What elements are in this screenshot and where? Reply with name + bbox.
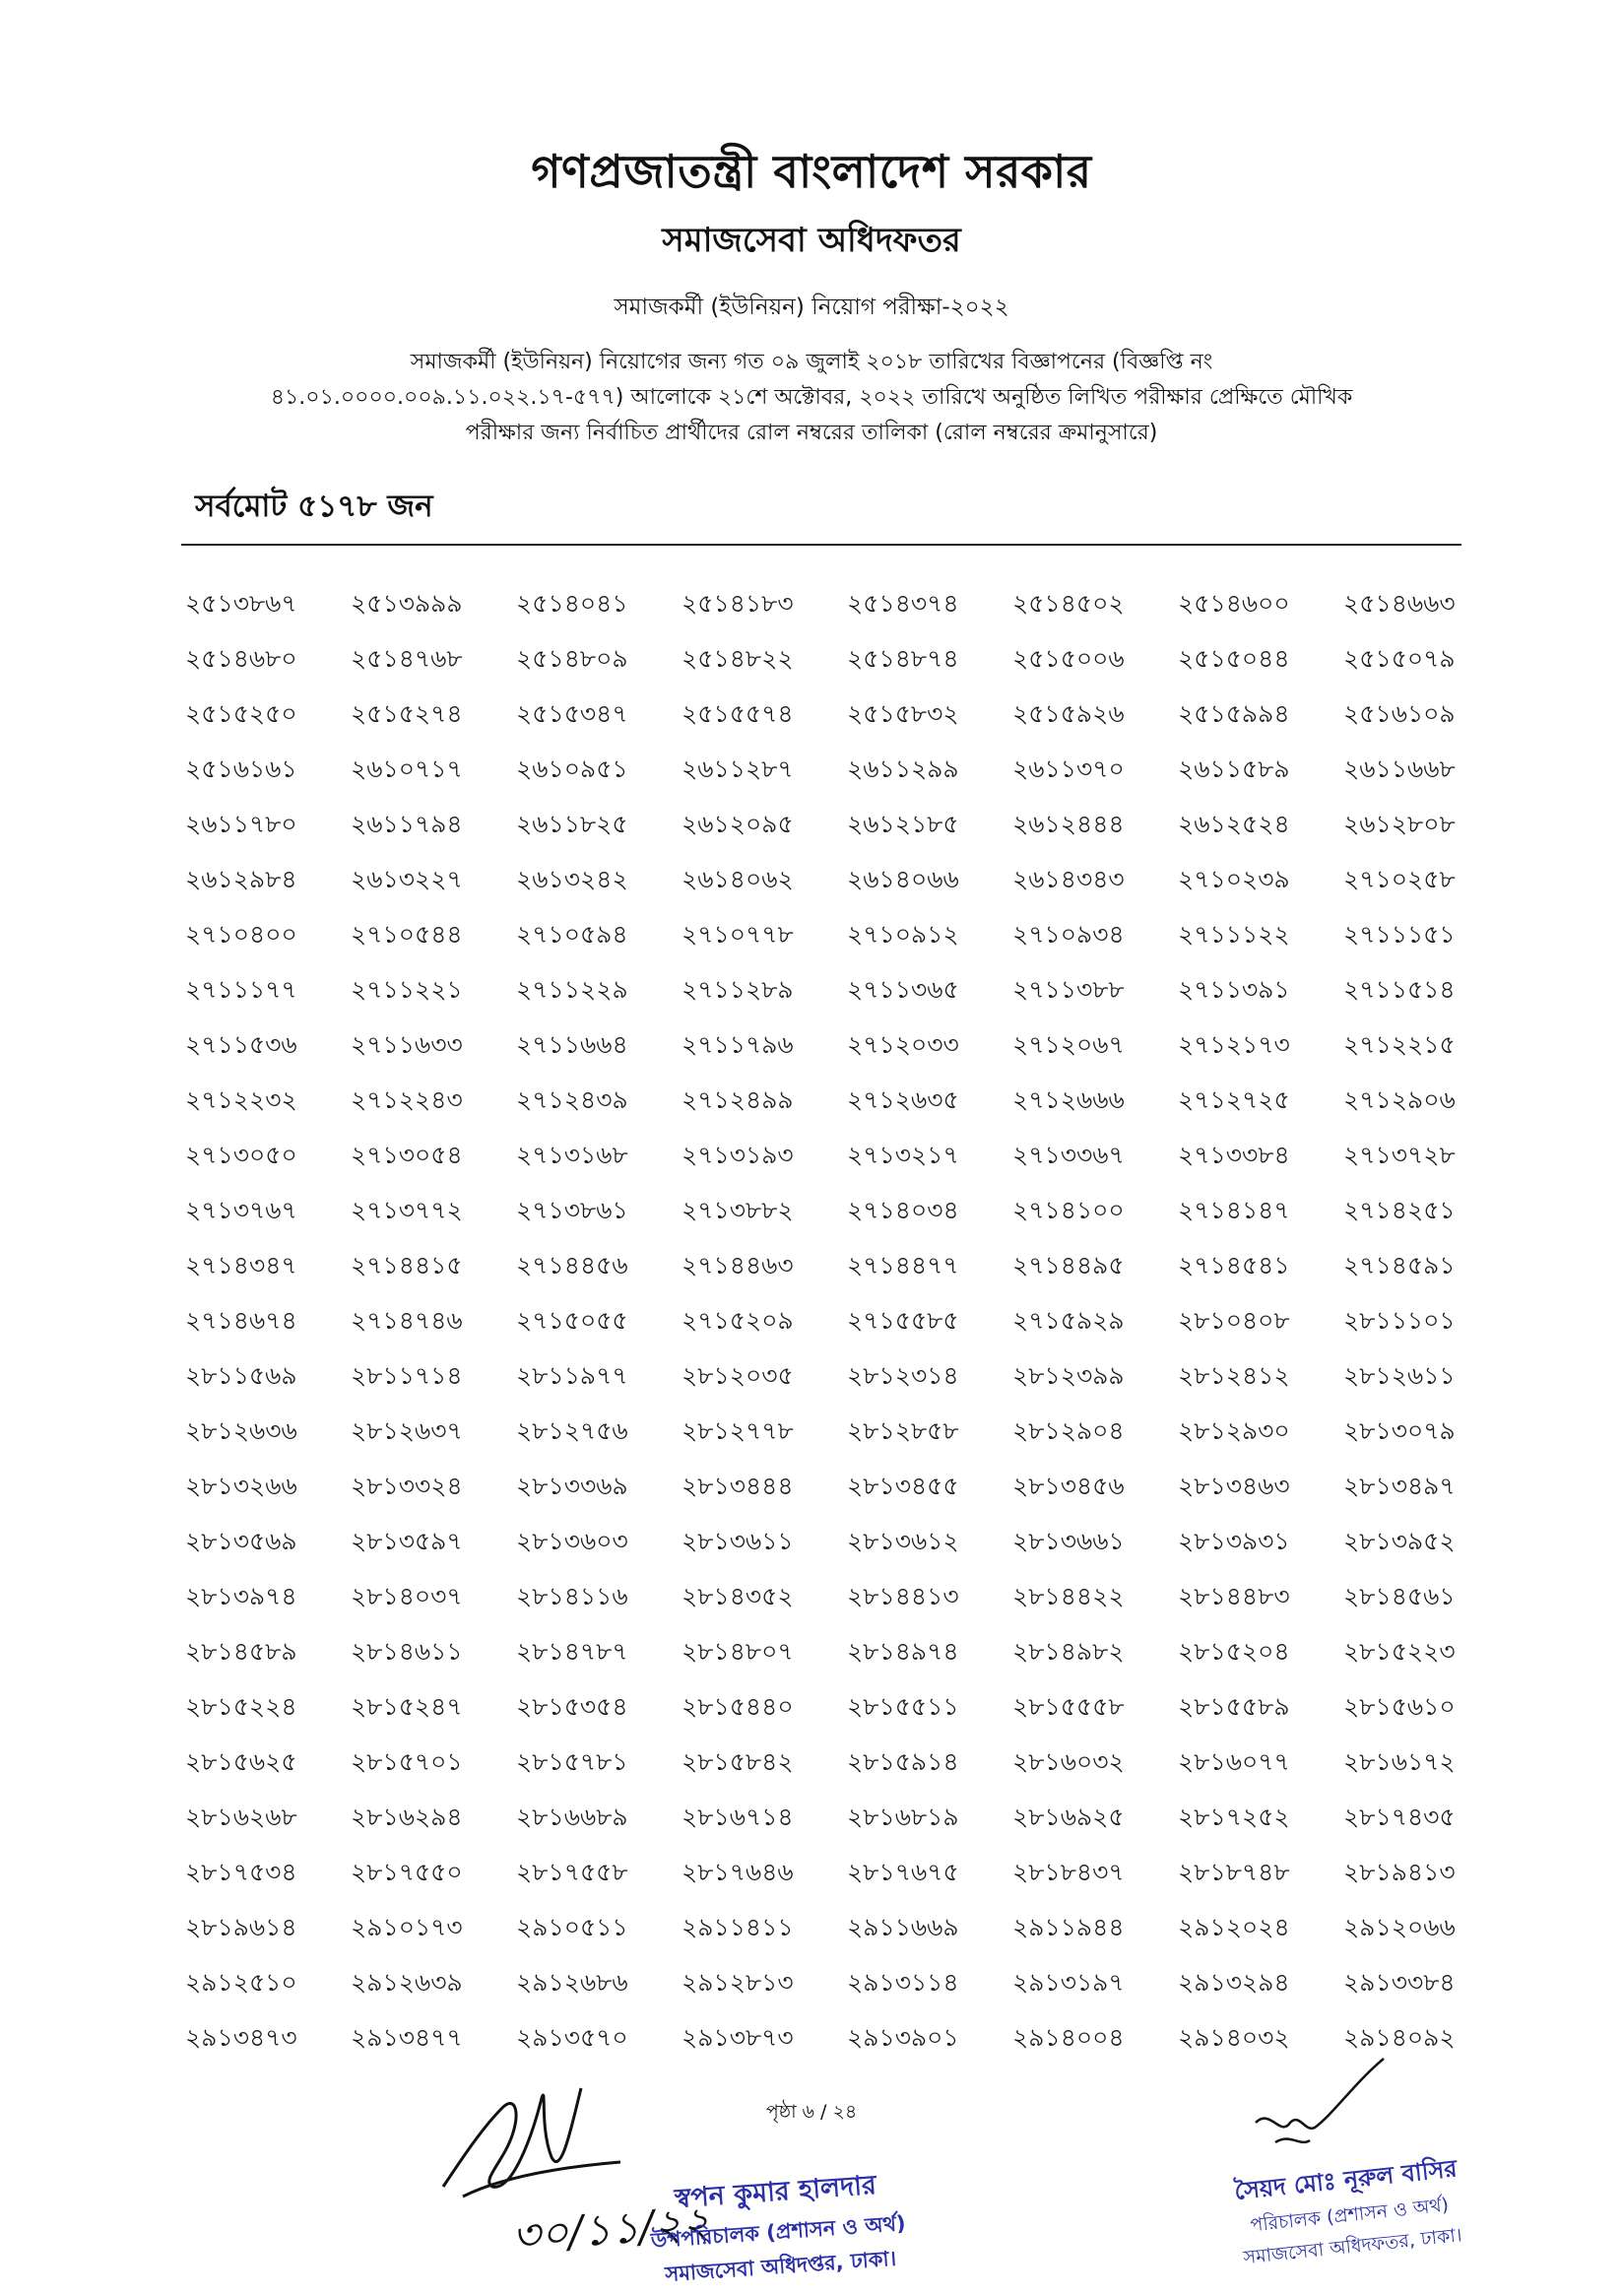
- roll-number: ২৭১১৫১৪: [1343, 975, 1456, 1004]
- roll-number: ২৮১৩০৭৯: [1343, 1416, 1456, 1445]
- roll-number: ২৮১৮৭৪৮: [1178, 1858, 1290, 1886]
- roll-number: ২৭১৩০৫০: [185, 1141, 297, 1169]
- roll-number: ২৭১১৬৩৩: [351, 1030, 463, 1059]
- roll-number: ২৯১৩৮৭৩: [682, 2023, 794, 2052]
- roll-number: ২৮১৩৫৯৭: [351, 1527, 463, 1555]
- roll-number: ২৮১৫৬১০: [1343, 1692, 1456, 1721]
- roll-number: ২৭১৫৯২৯: [1012, 1306, 1125, 1335]
- roll-number: ২৯১৪০৯২: [1343, 2023, 1456, 2052]
- roll-number: ২৮১৪৪২২: [1012, 1582, 1125, 1610]
- roll-number: ২৬১৪০৬৬: [847, 865, 959, 893]
- roll-number: ২৮১৫৫৮৯: [1178, 1692, 1290, 1721]
- right-official-designation: পরিচালক (প্রশাসন ও অর্থ): [1249, 2194, 1451, 2237]
- roll-number: ২৭১৩৭৭২: [351, 1196, 463, 1224]
- roll-number: ২৭১০২৫৮: [1343, 865, 1456, 893]
- roll-number: ২৬১৩২৪২: [516, 865, 628, 893]
- roll-number: ২৭১৪১০০: [1012, 1196, 1125, 1224]
- roll-number: ২৫১৪৬৬৩: [1343, 589, 1456, 618]
- roll-number: ২৮১৬২৬৮: [185, 1803, 297, 1831]
- roll-number: ২৭১২৬৩৫: [847, 1085, 959, 1114]
- roll-number: ২৮১৪৬১১: [351, 1637, 463, 1666]
- roll-number: ২৮১৯৪১৩: [1343, 1858, 1456, 1886]
- roll-number: ২৯১৩৩৮৪: [1343, 1968, 1456, 1997]
- roll-number: ২৭১৪১৪৭: [1178, 1196, 1290, 1224]
- roll-number: ২৭১২২৪৩: [351, 1085, 463, 1114]
- roll-number: ২৭১৩৭৬৭: [185, 1196, 297, 1224]
- roll-number: ২৮১৬০৭৭: [1178, 1747, 1290, 1776]
- roll-number: ২৮১২৬৩৬: [185, 1416, 297, 1445]
- roll-number-grid: [185, 576, 1485, 2066]
- roll-number: ২৮১৯৬১৪: [185, 1913, 297, 1941]
- roll-number: ২৭১৪২৫১: [1343, 1196, 1456, 1224]
- roll-number: ২৮১৬০৩২: [1012, 1747, 1125, 1776]
- roll-number: ২৭১১৫৩৬: [185, 1030, 297, 1059]
- roll-number: ২৮১২৯৩০: [1178, 1416, 1290, 1445]
- roll-number: ২৮১২৯০৪: [1012, 1416, 1125, 1445]
- roll-number: ২৮১৫২৪৭: [351, 1692, 463, 1721]
- roll-number: ২৮১৫৫১১: [847, 1692, 959, 1721]
- roll-number: ২৮১৬৮১৯: [847, 1803, 959, 1831]
- roll-number: ২৫১৪৮০৯: [516, 644, 628, 673]
- roll-number: ২৬১৪৩৪৩: [1012, 865, 1125, 893]
- roll-number: ২৭১৩৭২৮: [1343, 1141, 1456, 1169]
- roll-number: ২৮১৫৪৪০: [682, 1692, 794, 1721]
- left-official-stamp: [626, 2162, 929, 2296]
- roll-number: ২৮১৩৯৩১: [1178, 1527, 1290, 1555]
- left-official-name: স্বপন কুমার হালদার: [673, 2169, 877, 2215]
- roll-number: ২৭১১১২২: [1178, 920, 1290, 949]
- notice-line-3: পরীক্ষার জন্য নির্বাচিত প্রার্থীদের রোল নম্বরের তালিকা (রোল নম্বরের ক্রমানুসারে): [465, 421, 1158, 445]
- roll-number: ২৭১৪৫৪১: [1178, 1251, 1290, 1279]
- divider: [181, 544, 1461, 546]
- roll-number: ২৮১৭২৫২: [1178, 1803, 1290, 1831]
- right-official-stamp: [1197, 2147, 1501, 2280]
- roll-number: ২৭১১৩৯১: [1178, 975, 1290, 1004]
- roll-number: ২৫১৪১৮৩: [682, 589, 794, 618]
- roll-number: ২৬১২৪৪৪: [1012, 810, 1125, 838]
- roll-number: ২৭১৩১৯৩: [682, 1141, 794, 1169]
- roll-number: ২৮১২৬৩৭: [351, 1416, 463, 1445]
- roll-number: ২৯১২৮১৩: [682, 1968, 794, 1997]
- roll-number: ২৯১০১৭৩: [351, 1913, 463, 1941]
- roll-number: ২৭১৪০৩৪: [847, 1196, 959, 1224]
- roll-number: ২৮১৫৭৮১: [516, 1747, 628, 1776]
- roll-number: ২৭১২০৬৭: [1012, 1030, 1125, 1059]
- roll-number: ২৭১২৪৩৯: [516, 1085, 628, 1114]
- roll-number: ২৭১১১৭৭: [185, 975, 297, 1004]
- roll-number: ২৫১৪০৪১: [516, 589, 628, 618]
- roll-number: ২৯১৩১১৪: [847, 1968, 959, 1997]
- roll-number: ২৬১৩২২৭: [351, 865, 463, 893]
- roll-number: ২৬১১৮২৫: [516, 810, 628, 838]
- roll-number: ২৭১০৯৩৪: [1012, 920, 1125, 949]
- left-official-designation: উপপরিচালক (প্রশাসন ও অর্থ): [650, 2210, 907, 2254]
- roll-number: ২৮১২৩১৪: [847, 1361, 959, 1390]
- roll-number: ২৫১৫৯৯৪: [1178, 699, 1290, 728]
- roll-number: ২৫১৪৩৭৪: [847, 589, 959, 618]
- roll-number: ২৫১৪৭৬৮: [351, 644, 463, 673]
- roll-number: ২৮১৩৬০৩: [516, 1527, 628, 1555]
- roll-number: ২৭১২০৩৩: [847, 1030, 959, 1059]
- roll-number: ২৮১৩৯৭৪: [185, 1582, 297, 1610]
- notice-text: [177, 345, 1446, 451]
- roll-number: ২৫১৫৮৩২: [847, 699, 959, 728]
- roll-number: ২৮১২৭৭৮: [682, 1416, 794, 1445]
- roll-number: ২৮১৫৬২৫: [185, 1747, 297, 1776]
- roll-number: ২৮১২৩৯৯: [1012, 1361, 1125, 1390]
- roll-number: ২৭১১৩৬৫: [847, 975, 959, 1004]
- roll-number: ২৯১২০২৪: [1178, 1913, 1290, 1941]
- roll-number: ২৭১৪৬৭৪: [185, 1306, 297, 1335]
- roll-number: ২৮১৬৭১৪: [682, 1803, 794, 1831]
- roll-number: ২৬১৪০৬২: [682, 865, 794, 893]
- roll-number: ২৬১০৭১৭: [351, 754, 463, 783]
- left-official-office: সমাজসেবা অধিদপ্তর, ঢাকা।: [664, 2246, 897, 2287]
- roll-number: ২৮১৩৬৬১: [1012, 1527, 1125, 1555]
- total-count: সর্বমোট ৫১৭৮ জন: [195, 489, 433, 524]
- roll-number: ২৯১৩৪৭৭: [351, 2023, 463, 2052]
- roll-number: ২৭১১২২১: [351, 975, 463, 1004]
- roll-number: ২৫১৩৯৯৯: [351, 589, 463, 618]
- roll-number: ২৮১৬২৯৪: [351, 1803, 463, 1831]
- roll-number: ২৯১৩১৯৭: [1012, 1968, 1125, 1997]
- roll-number: ২৮১৪০৩৭: [351, 1582, 463, 1610]
- roll-number: ২৯১৩৫৭০: [516, 2023, 628, 2052]
- roll-number: ২৭১৪৪৬৩: [682, 1251, 794, 1279]
- roll-number: ২৮১৫২২৪: [185, 1692, 297, 1721]
- roll-number: ২৭১২৬৬৬: [1012, 1085, 1125, 1114]
- roll-number: ২৮১৭৫৩৪: [185, 1858, 297, 1886]
- roll-number: ২৬১২১৮৫: [847, 810, 959, 838]
- roll-number: ২৭১৪৪১৫: [351, 1251, 463, 1279]
- roll-number: ২৭১১২২৯: [516, 975, 628, 1004]
- left-signature-date: ৩০/১১/২২: [510, 2198, 712, 2262]
- roll-number: ২৮১৪১১৬: [516, 1582, 628, 1610]
- roll-number: ২৯১৪০০৪: [1012, 2023, 1125, 2052]
- roll-number: ২৫১৫২৭৪: [351, 699, 463, 728]
- roll-number: ২৮১৪৭৮৭: [516, 1637, 628, 1666]
- roll-number: ২৮১৩৬১১: [682, 1527, 794, 1555]
- roll-number: ২৬১২৮০৮: [1343, 810, 1456, 838]
- roll-number: ২৭১৪৪৭৭: [847, 1251, 959, 1279]
- roll-number: ২৬১১৫৮৯: [1178, 754, 1290, 783]
- roll-number: ২৭১৫২০৯: [682, 1306, 794, 1335]
- roll-number: ২৮১৩৫৬৯: [185, 1527, 297, 1555]
- roll-number: ২৫১৩৮৬৭: [185, 589, 297, 618]
- roll-number: ২৫১৫৫৭৪: [682, 699, 794, 728]
- roll-number: ২৭১৩৩৮৪: [1178, 1141, 1290, 1169]
- roll-number: ২৭১০৫৯৪: [516, 920, 628, 949]
- roll-number: ২৯১৩২৯৪: [1178, 1968, 1290, 1997]
- roll-number: ২৯১২৫১০: [185, 1968, 297, 1997]
- roll-number: ২৮১১৭১৪: [351, 1361, 463, 1390]
- roll-number: ২৭১০৪০০: [185, 920, 297, 949]
- roll-number: ২৭১১২৮৯: [682, 975, 794, 1004]
- roll-number: ২৮১৪৫৬১: [1343, 1582, 1456, 1610]
- roll-number: ২৮১৪৪৮৩: [1178, 1582, 1290, 1610]
- roll-number: ২৮১২৭৫৬: [516, 1416, 628, 1445]
- roll-number: ২৮১৩৬১২: [847, 1527, 959, 1555]
- roll-number: ২৯১৩৯০১: [847, 2023, 959, 2052]
- roll-number: ২৮১৪৯৭৪: [847, 1637, 959, 1666]
- roll-number: ২৭১৫০৫৫: [516, 1306, 628, 1335]
- roll-number: ২৮১৬১৭২: [1343, 1747, 1456, 1776]
- roll-number: ২৫১৫৯২৬: [1012, 699, 1125, 728]
- roll-number: ২৮১৩৩৬৯: [516, 1472, 628, 1500]
- roll-number: ২৮১৩২৬৬: [185, 1472, 297, 1500]
- roll-number: ২৫১৫৩৪৭: [516, 699, 628, 728]
- roll-number: ২৯১১৪১১: [682, 1913, 794, 1941]
- roll-number: ২৭১১৩৮৮: [1012, 975, 1125, 1004]
- roll-number: ২৭১৩০৫৪: [351, 1141, 463, 1169]
- roll-number: ২৯১৩৪৭৩: [185, 2023, 297, 2052]
- roll-number: ২৮১৫৩৫৪: [516, 1692, 628, 1721]
- roll-number: ২৮১৫৫৫৮: [1012, 1692, 1125, 1721]
- roll-number: ২৮১৪৯৮২: [1012, 1637, 1125, 1666]
- roll-number: ২৬১০৯৫১: [516, 754, 628, 783]
- roll-number: ২৮১৩৪৫৬: [1012, 1472, 1125, 1500]
- roll-number: ২৫১৪৮৭৪: [847, 644, 959, 673]
- left-signature: [423, 2068, 640, 2216]
- roll-number: ২৮১৩৪৯৭: [1343, 1472, 1456, 1500]
- roll-number: ২৭১০৭৭৮: [682, 920, 794, 949]
- roll-number: ২৮১১৫৬৯: [185, 1361, 297, 1390]
- government-title: গণপ্রজাতন্ত্রী বাংলাদেশ সরকার: [531, 145, 1092, 198]
- roll-number: ২৬১১২৮৭: [682, 754, 794, 783]
- roll-number: ২৮১২৪১২: [1178, 1361, 1290, 1390]
- roll-number: ২৫১৬১০৯: [1343, 699, 1456, 728]
- roll-number: ২৬১১৭৯৪: [351, 810, 463, 838]
- roll-number: ২৭১৪৪৫৬: [516, 1251, 628, 1279]
- roll-number: ২৭১৫৫৮৫: [847, 1306, 959, 1335]
- roll-number: ২৭১১৬৬৪: [516, 1030, 628, 1059]
- roll-number: ২৭১২৭২৫: [1178, 1085, 1290, 1114]
- roll-number: ২৮১০৪০৮: [1178, 1306, 1290, 1335]
- roll-number: ২৯১১৯৪৪: [1012, 1913, 1125, 1941]
- roll-number: ২৫১৫০৪৪: [1178, 644, 1290, 673]
- roll-number: ২৫১৬১৬১: [185, 754, 297, 783]
- roll-number: ২৬১১৭৮০: [185, 810, 297, 838]
- roll-number: ২৮১৪৩৫২: [682, 1582, 794, 1610]
- roll-number: ২৮১৪৫৮৯: [185, 1637, 297, 1666]
- roll-number: ২৮১২৬১১: [1343, 1361, 1456, 1390]
- roll-number: ২৫১৫০৭৯: [1343, 644, 1456, 673]
- roll-number: ২৮১৮৪৩৭: [1012, 1858, 1125, 1886]
- roll-number: ২৮১৭৫৫৮: [516, 1858, 628, 1886]
- roll-number: ২৬১২৯৮৪: [185, 865, 297, 893]
- notice-line-2: ৪১.০১.০০০০.০০৯.১১.০২২.১৭-৫৭৭) আলোকে ২১শে অক্টোবর, ২০২২ তারিখে অনুষ্ঠিত লিখিত পরীক্ষার প্রেক্ষিতে মৌখিক: [270, 385, 1353, 410]
- roll-number: ২৭১৩১৬৮: [516, 1141, 628, 1169]
- right-official-name: সৈয়দ মোঃ নূরুল বাসির: [1233, 2154, 1459, 2205]
- roll-number: ২৫১৪৬০০: [1178, 589, 1290, 618]
- roll-number: ২৭১৪৩৪৭: [185, 1251, 297, 1279]
- right-official-office: সমাজসেবা অধিদফতর, ঢাকা।: [1242, 2224, 1463, 2269]
- roll-number: ২৫১৪৫০২: [1012, 589, 1125, 618]
- roll-number: ২৭১২২৩২: [185, 1085, 297, 1114]
- roll-number: ২৭১৪৫৯১: [1343, 1251, 1456, 1279]
- roll-number: ২৮১৫৮৪২: [682, 1747, 794, 1776]
- roll-number: ২৬১২৫২৪: [1178, 810, 1290, 838]
- roll-number: ২৭১২৪৯৯: [682, 1085, 794, 1114]
- roll-number: ২৮১৩৩২৪: [351, 1472, 463, 1500]
- roll-number: ২৯১৪০৩২: [1178, 2023, 1290, 2052]
- roll-number: ২৮১৭৬৪৬: [682, 1858, 794, 1886]
- page-number: পৃষ্ঠা ৬ / ২৪: [765, 2101, 858, 2123]
- roll-number: ২৭১৪৪৯৫: [1012, 1251, 1125, 1279]
- roll-number: ২৮১১১০১: [1343, 1306, 1456, 1335]
- roll-number: ২৯১২৬৮৬: [516, 1968, 628, 1997]
- roll-number: ২৭১২৯০৬: [1343, 1085, 1456, 1114]
- roll-number: ২৭১০৫৪৪: [351, 920, 463, 949]
- notice-line-1: সমাজকর্মী (ইউনিয়ন) নিয়োগের জন্য গত ০৯ জুলাই ২০১৮ তারিখের বিজ্ঞাপনের (বিজ্ঞপ্তি নং: [410, 350, 1213, 374]
- roll-number: ২৮১৭৬৭৫: [847, 1858, 959, 1886]
- roll-number: ২৫১৪৮২২: [682, 644, 794, 673]
- roll-number: ২৮১২০৩৫: [682, 1361, 794, 1390]
- roll-number: ২৭১১৭৯৬: [682, 1030, 794, 1059]
- roll-number: ২৫১৫২৫০: [185, 699, 297, 728]
- roll-number: ২৭১০৯১২: [847, 920, 959, 949]
- roll-number: ২৮১২৮৫৮: [847, 1416, 959, 1445]
- exam-title: সমাজকর্মী (ইউনিয়ন) নিয়োগ পরীক্ষা-২০২২: [614, 295, 1009, 320]
- roll-number: ২৭১২১৭৩: [1178, 1030, 1290, 1059]
- roll-number: ২৮১৬৯২৫: [1012, 1803, 1125, 1831]
- roll-number: ২৮১৭৪৩৫: [1343, 1803, 1456, 1831]
- roll-number: ২৮১৫২২৩: [1343, 1637, 1456, 1666]
- roll-number: ২৮১৭৫৫০: [351, 1858, 463, 1886]
- roll-number: ২৮১৪৪১৩: [847, 1582, 959, 1610]
- roll-number: ২৮১৫৯১৪: [847, 1747, 959, 1776]
- roll-number: ২৮১৫৭০১: [351, 1747, 463, 1776]
- roll-number: ২৭১৩৮৬১: [516, 1196, 628, 1224]
- roll-number: ২৯১০৫১১: [516, 1913, 628, 1941]
- roll-number: ২৮১৬৬৮৯: [516, 1803, 628, 1831]
- roll-number: ২৭১৪৭৪৬: [351, 1306, 463, 1335]
- roll-number: ২৮১৪৮০৭: [682, 1637, 794, 1666]
- roll-number: ২৮১৩৯৫২: [1343, 1527, 1456, 1555]
- roll-number: ২৮১৫২০৪: [1178, 1637, 1290, 1666]
- roll-number: ২৬১১৬৬৮: [1343, 754, 1456, 783]
- roll-number: ২৯১২৬৩৯: [351, 1968, 463, 1997]
- roll-number: ২৮১১৯৭৭: [516, 1361, 628, 1390]
- roll-number: ২৯১১৬৬৯: [847, 1913, 959, 1941]
- roll-number: ২৯১২০৬৬: [1343, 1913, 1456, 1941]
- right-signature: [1246, 2054, 1394, 2162]
- roll-number: ২৭১২২১৫: [1343, 1030, 1456, 1059]
- roll-number: ২৭১১১৫১: [1343, 920, 1456, 949]
- roll-number: ২৭১৩৩৬৭: [1012, 1141, 1125, 1169]
- roll-number: ২৮১৩৪৬৩: [1178, 1472, 1290, 1500]
- roll-number: ২৮১৩৪৫৫: [847, 1472, 959, 1500]
- department-title: সমাজসেবা অধিদফতর: [662, 221, 961, 260]
- roll-number: ২৬১১৩৭০: [1012, 754, 1125, 783]
- roll-number: ২৭১৩৮৮২: [682, 1196, 794, 1224]
- roll-number: ২৫১৫০০৬: [1012, 644, 1125, 673]
- roll-number: ২৭১৩২১৭: [847, 1141, 959, 1169]
- roll-number: ২৭১০২৩৯: [1178, 865, 1290, 893]
- roll-number: ২৮১৩৪৪৪: [682, 1472, 794, 1500]
- roll-number: ২৫১৪৬৮০: [185, 644, 297, 673]
- roll-number: ২৬১২০৯৫: [682, 810, 794, 838]
- roll-number: ২৬১১২৯৯: [847, 754, 959, 783]
